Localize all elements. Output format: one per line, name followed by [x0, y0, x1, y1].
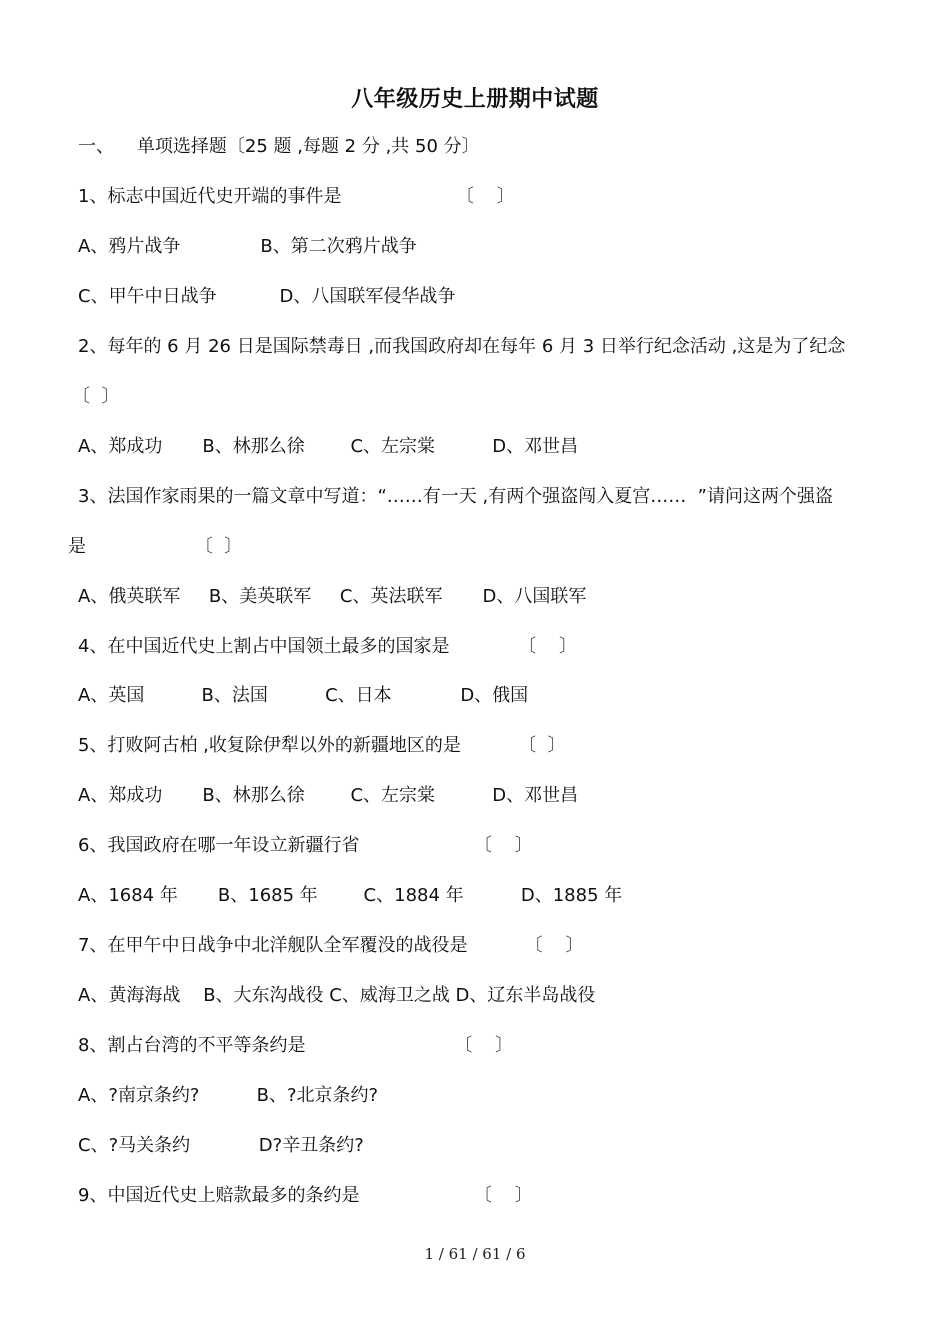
- question-6: 6、我国政府在哪一年设立新疆行省 〔 〕: [78, 835, 533, 856]
- question-6-options: A、1684 年 B、1685 年 C、1884 年 D、1885 年: [78, 885, 623, 906]
- question-2-options: A、郑成功 B、林那么徐 C、左宗棠 D、邓世昌: [78, 436, 579, 457]
- question-8-options-ab: A、?南京条约? B、?北京条约?: [78, 1085, 379, 1106]
- section-heading: 一、 单项选择题〔25 题 ,每题 2 分 ,共 50 分〕: [78, 136, 480, 157]
- question-7-options: A、黄海海战 B、大东沟战役 C、威海卫之战 D、辽东半岛战役: [78, 985, 596, 1006]
- question-3: 3、法国作家雨果的一篇文章中写道：“……有一天 ,有两个强盗闯入夏宫…… ”请问这两个强盗: [78, 486, 833, 507]
- question-7: 7、在甲午中日战争中北洋舰队全军覆没的战役是 〔 〕: [78, 935, 584, 956]
- question-1-options-ab: A、鸦片战争 B、第二次鸦片战争: [78, 236, 417, 257]
- question-8-options-cd: C、?马关条约 D?辛丑条约?: [78, 1135, 364, 1156]
- question-4-options: A、英国 B、法国 C、日本 D、俄国: [78, 685, 529, 706]
- question-5-options: A、郑成功 B、林那么徐 C、左宗棠 D、邓世昌: [78, 785, 579, 806]
- question-1-options-cd: C、甲午中日战争 D、八国联军侵华战争: [78, 286, 456, 307]
- question-2-bracket: 〔 〕: [72, 386, 120, 407]
- question-9: 9、中国近代史上赔款最多的条约是 〔 〕: [78, 1185, 533, 1206]
- question-3-continuation: 是 〔 〕: [68, 536, 243, 557]
- page-footer: 1 / 61 / 61 / 6: [424, 1245, 526, 1263]
- question-1: 1、标志中国近代史开端的事件是 〔 〕: [78, 186, 515, 207]
- page-title: 八年级历史上册期中试题: [351, 87, 599, 112]
- question-2: 2、每年的 6 月 26 日是国际禁毒日 ,而我国政府却在每年 6 月 3 日举行纪念活动 ,这是为了纪念: [78, 336, 846, 357]
- question-8: 8、割占台湾的不平等条约是 〔 〕: [78, 1035, 514, 1056]
- question-3-options: A、俄英联军 B、美英联军 C、英法联军 D、八国联军: [78, 586, 587, 607]
- question-5: 5、打败阿古柏 ,收复除伊犁以外的新疆地区的是 〔 〕: [78, 735, 566, 756]
- question-4: 4、在中国近代史上割占中国领土最多的国家是 〔 〕: [78, 636, 577, 657]
